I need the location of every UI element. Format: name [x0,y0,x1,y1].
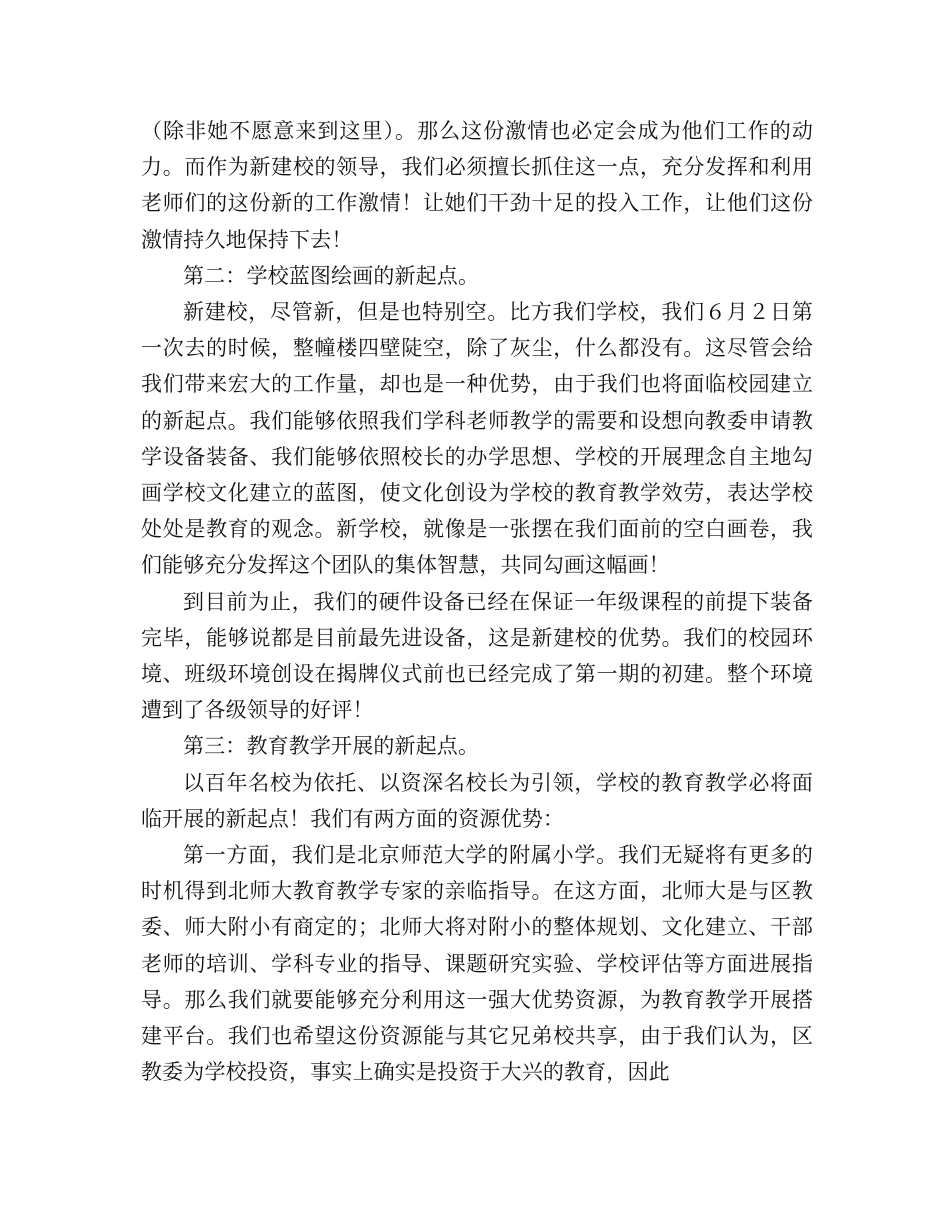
paragraph-continuation: （除非她不愿意来到这里）。那么这份激情也必定会成为他们工作的动力。而作为新建校的领导，我们必须擅长抓住这一点，充分发挥和利用老师们的这份新的工作激情！让她们干劲十足的投入工作，让他们这份激情持久地保持下去！ [141,119,813,252]
document-body [141,113,813,1090]
paragraph-new-school-blueprint: 新建校，尽管新，但是也特别空。比方我们学校，我们６月２日第一次去的时候，整幢楼四壁陡空，除了灰尘，什么都没有。这尽管会给我们带来宏大的工作量，却也是一种优势，由于我们也将面临校园建立的新起点。我们能够依照我们学科老师教学的需要和设想向教委申请教学设备装备、我们能够依照校长的办学思想、学校的开展理念自主地勾画学校文化建立的蓝图，使文化创设为学校的教育教学效劳，表达学校处处是教育的观念。新学校，就像是一张摆在我们面前的空白画卷，我们能够充分发挥这个团队的集体智慧，共同勾画这幅画！ [141,300,813,578]
paragraph-resource-advantages: 以百年名校为依托、以资深名校长为引领，学校的教育教学必将面临开展的新起点！我们有两方面的资源优势： [141,770,813,831]
paragraph-hardware-equipment: 到目前为止，我们的硬件设备已经在保证一年级课程的前提下装备完毕，能够说都是目前最先进设备，这是新建校的优势。我们的校园环境、班级环境创设在揭牌仪式前也已经完成了第一期的初建。整个环境遭到了各级领导的好评！ [141,589,813,723]
section-heading-third: 第三：教育教学开展的新起点。 [183,734,480,759]
section-heading-second: 第二：学校蓝图绘画的新起点。 [183,263,480,288]
paragraph-first-aspect: 第一方面，我们是北京师范大学的附属小学。我们无疑将有更多的时机得到北师大教育教学专家的亲临指导。在这方面，北师大是与区教委、师大附小有商定的；北师大将对附小的整体规划、文化建立、干部老师的培训、学科专业的指导、课题研究实验、学校评估等方面进展指导。那么我们就要能够充分利用这一强大优势资源，为教育教学开展搭建平台。我们也希望这份资源能与其它兄弟校共享，由于我们认为，区教委为学校投资，事实上确实是投资于大兴的教育，因此 [141,843,813,1085]
